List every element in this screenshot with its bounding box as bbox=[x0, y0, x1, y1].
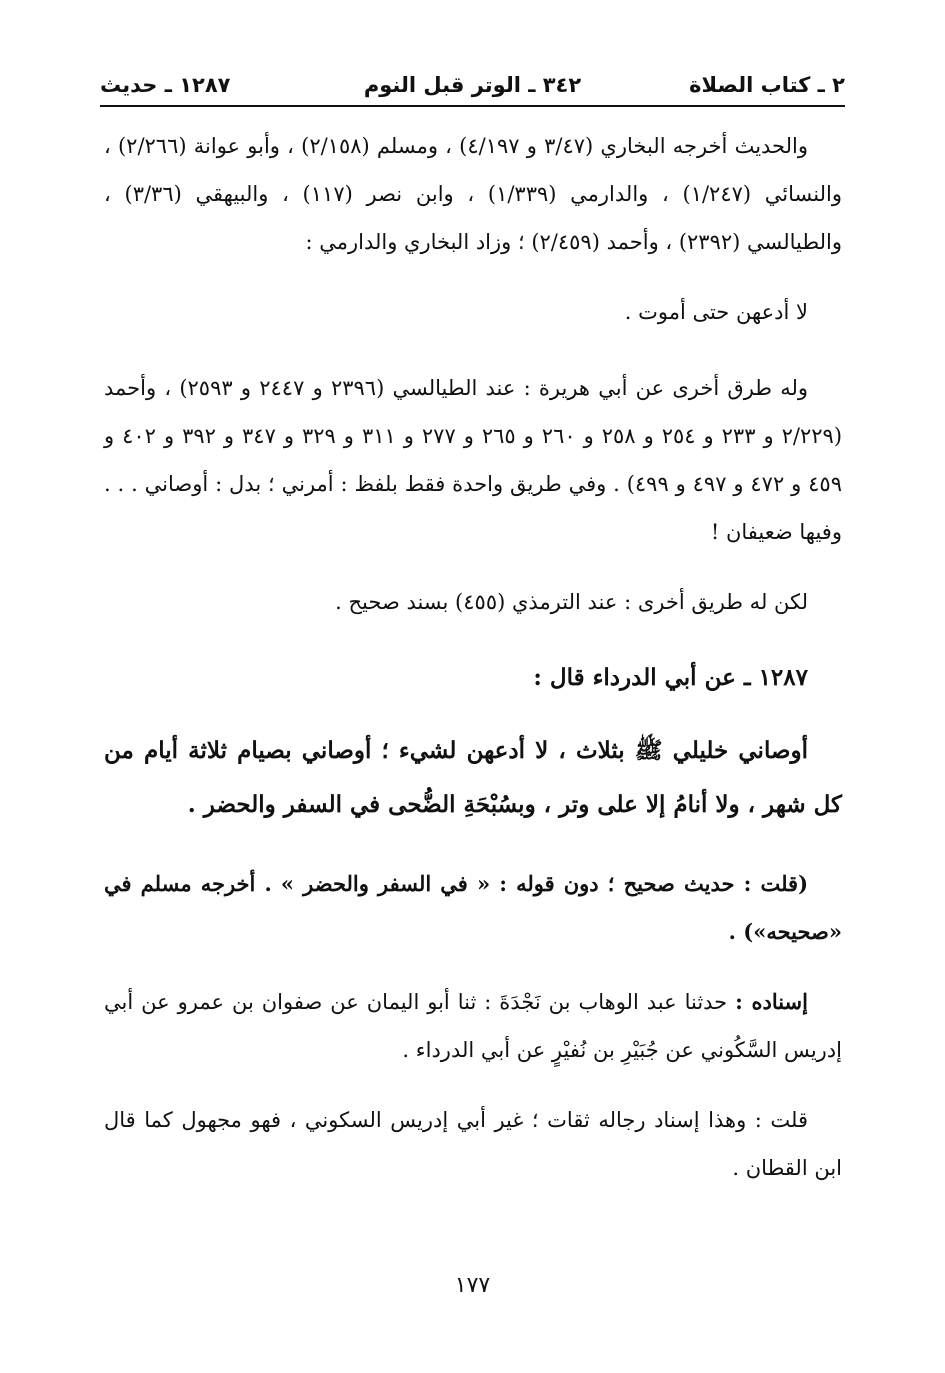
page-body bbox=[104, 122, 842, 1192]
isnad-text: حدثنا عبد الوهاب بن نَجْدَةَ : ثنا أبو اليمان عن صفوان بن عمرو عن أبي إدريس السَّكُوني عن جُبَيْرِ بن نُفيْرٍ عن أبي الدرداء . bbox=[104, 990, 842, 1062]
hadith-title: ١٢٨٧ ـ عن أبي الدرداء قال : bbox=[533, 664, 808, 691]
header-divider bbox=[100, 105, 845, 107]
takhrij-paragraph: والحديث أخرجه البخاري (٣/٤٧ و ٤/١٩٧) ، ومسلم (٢/١٥٨) ، وأبو عوانة (٢/٢٦٦) ، والنسائي (١/٢٤٧) ، والدارمي (١/٣٣٩) ، وابن نصر (١١٧) ، والبيهقي (٣/٣٦) ، والطيالسي (٢٣٩٢) ، وأحمد (٢/٤٥٩) ؛ وزاد البخاري والدارمي : bbox=[104, 134, 842, 254]
page-number: ١٧٧ bbox=[454, 1273, 491, 1298]
header-section: ٣٤٢ ـ الوتر قبل النوم bbox=[363, 73, 582, 97]
qultu-note: (قلت : حديث صحيح ؛ دون قوله : « في السفر والحضر » . أخرجه مسلم في «صحيحه») . bbox=[104, 871, 842, 944]
isnad-paragraph bbox=[104, 978, 842, 1074]
hadith-text: أوصاني خليلي ﷺ بثلاث ، لا أدعهن لشيء ؛ أوصاني بصيام ثلاثة أيام من كل شهر ، ولا أنامُ إلا على وتر ، وبسُبْحَةِ الضُّحى في السفر والحضر . bbox=[104, 737, 842, 818]
running-header bbox=[100, 66, 845, 104]
isnad-label: إسناده : bbox=[735, 989, 808, 1014]
tirmidhi-route: لكن له طريق أخرى : عند الترمذي (٤٥٥) بسند صحيح . bbox=[335, 590, 808, 614]
final-note: قلت : وهذا إسناد رجاله ثقات ؛ غير أبي إدريس السكوني ، فهو مجهول كما قال ابن القطان . bbox=[104, 1108, 842, 1180]
header-chapter: ٢ ـ كتاب الصلاة bbox=[689, 73, 845, 97]
other-routes-paragraph: وله طرق أخرى عن أبي هريرة : عند الطيالسي (٢٣٩٦ و ٢٤٤٧ و ٢٥٩٣) ، وأحمد (٢/٢٢٩ و ٢٣٣ و ٢٥٤ و ٢٥٨ و ٢٦٠ و ٢٦٥ و ٢٧٧ و ٣١١ و ٣٢٩ و ٣٤٧ و ٣٩٢ و ٤٠٢ و ٤٥٩ و ٤٧٢ و ٤٩٧ و ٤٩٩) . وفي طريق واحدة فقط بلفظ : أمرني ؛ بدل : أوصاني . . . وفيها ضعيفان ! bbox=[104, 376, 843, 544]
header-hadith-number: ١٢٨٧ ـ حديث bbox=[100, 73, 231, 97]
additional-wording: لا أدعهن حتى أموت . bbox=[624, 300, 808, 324]
